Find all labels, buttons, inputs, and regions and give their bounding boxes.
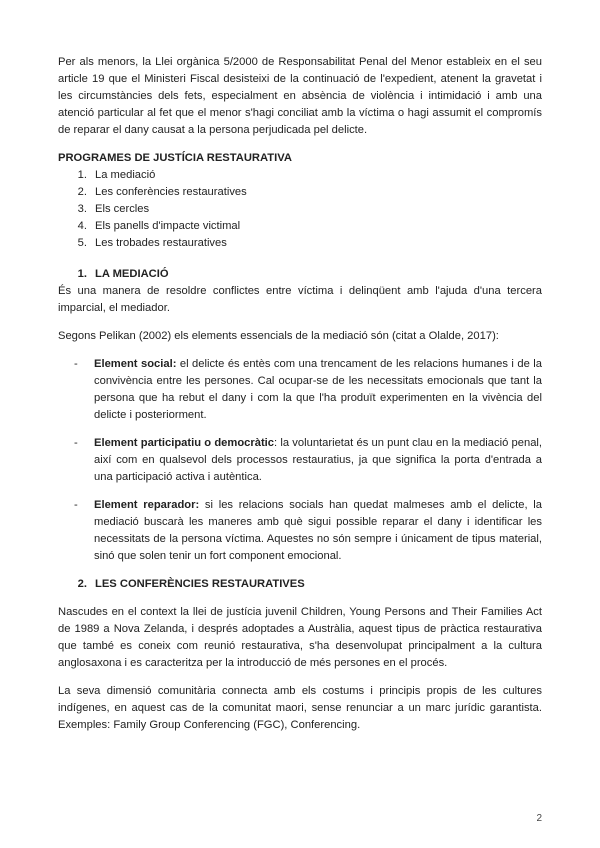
list-number: 3. <box>77 203 87 215</box>
list-number: 5. <box>77 237 87 249</box>
conferences-paragraph-2: La seva dimensió comunitària connecta amb els costums i principis propis de les cultures indígenes, en aquest cas de la comunitat maori, sense renunciar a un marc jurídic garantista. Exemples: Family Group Conferencing (FGC), Conferencing. <box>58 685 542 731</box>
document-page <box>58 54 542 734</box>
page-number: 2 <box>536 813 542 824</box>
list-item-label: La mediació <box>95 169 156 181</box>
list-item <box>58 356 542 424</box>
list-item-label: Les conferències restauratives <box>95 186 247 198</box>
conferences-paragraph-1: Nascudes en el context la llei de justícia juvenil Children, Young Persons and Their Families Act de 1989 a Nova Zelanda, i després adoptades a Austràlia, aquest tipus de pràctica restaurativa que també es coneix com reunió restaurativa, s'ha desenvolupat principalment a la cultura anglosaxona i es caracteritza per la introducció de més persones en el procés. <box>58 606 542 669</box>
element-term: Element social: <box>94 358 177 370</box>
dash-bullet: - <box>74 437 78 449</box>
list-item <box>58 167 542 184</box>
elements-intro: Segons Pelikan (2002) els elements essencials de la mediació són (citat a Olalde, 2017): <box>58 330 499 342</box>
list-item <box>58 235 542 252</box>
list-number: 2. <box>77 186 87 198</box>
mediation-definition: És una manera de resoldre conflictes entre víctima i delinqüent amb l'ajuda d'una tercera imparcial, el mediador. <box>58 285 542 314</box>
element-text: el delicte és entès com una trencament de les relacions humanes i de la convivència entre les persones. Cal ocupar-se de les necessitats emocionals que tant la persona que ha rebut el dany i com la que l'ha produït experimenten en la vivència del delicte i posteriorment. <box>94 358 542 421</box>
section-number: 1. <box>77 268 87 280</box>
list-item-label: Els panells d'impacte victimal <box>95 220 241 232</box>
intro-paragraph: Per als menors, la Llei orgànica 5/2000 de Responsabilitat Penal del Menor estableix en el seu article 19 que el Ministeri Fiscal desisteixi de la continuació de l'expedient, atenent la gravetat i les circumstàncies dels fets, especialment en absència de violència i intimidació i amb una atenció particular al fet que el menor s'hagi conciliat amb la víctima o hagi assumit el compromís de reparar el dany causat a la persona perjudicada pel delicte. <box>58 56 542 136</box>
list-item <box>58 218 542 235</box>
list-number: 4. <box>77 220 87 232</box>
dash-bullet: - <box>74 358 78 370</box>
element-term: Element participatiu o democràtic <box>94 437 275 449</box>
list-item <box>58 435 542 486</box>
section-title: LES CONFERÈNCIES RESTAURATIVES <box>95 578 305 590</box>
element-text: : la voluntarietat és un punt clau en la mediació penal, així com en qualsevol dels processos restauratius, ja que significa la porta d'entrada a una participació activa i autèntica. <box>94 437 543 483</box>
list-number: 1. <box>77 169 87 181</box>
elements-list <box>58 356 542 565</box>
programs-list <box>58 167 542 252</box>
programs-heading: PROGRAMES DE JUSTÍCIA RESTAURATIVA <box>58 152 292 164</box>
element-text: si les relacions socials han quedat malmeses amb el delicte, la mediació buscarà les maneres amb què sigui possible reparar el dany i identificar les necessitats de la persona víctima. Aquestes no són sempre i únicament de tipus material, sinó que solen tenir un fort component emocional. <box>94 499 542 562</box>
dash-bullet: - <box>74 499 78 511</box>
list-item <box>58 184 542 201</box>
section-number: 2. <box>77 578 87 590</box>
section-heading-mediation <box>58 266 542 283</box>
list-item-label: Els cercles <box>95 203 150 215</box>
list-item <box>58 497 542 565</box>
list-item <box>58 201 542 218</box>
section-title: LA MEDIACIÓ <box>95 268 169 280</box>
list-item-label: Les trobades restauratives <box>95 237 227 249</box>
element-term: Element reparador: <box>94 499 200 511</box>
section-heading-conferences <box>58 576 542 593</box>
